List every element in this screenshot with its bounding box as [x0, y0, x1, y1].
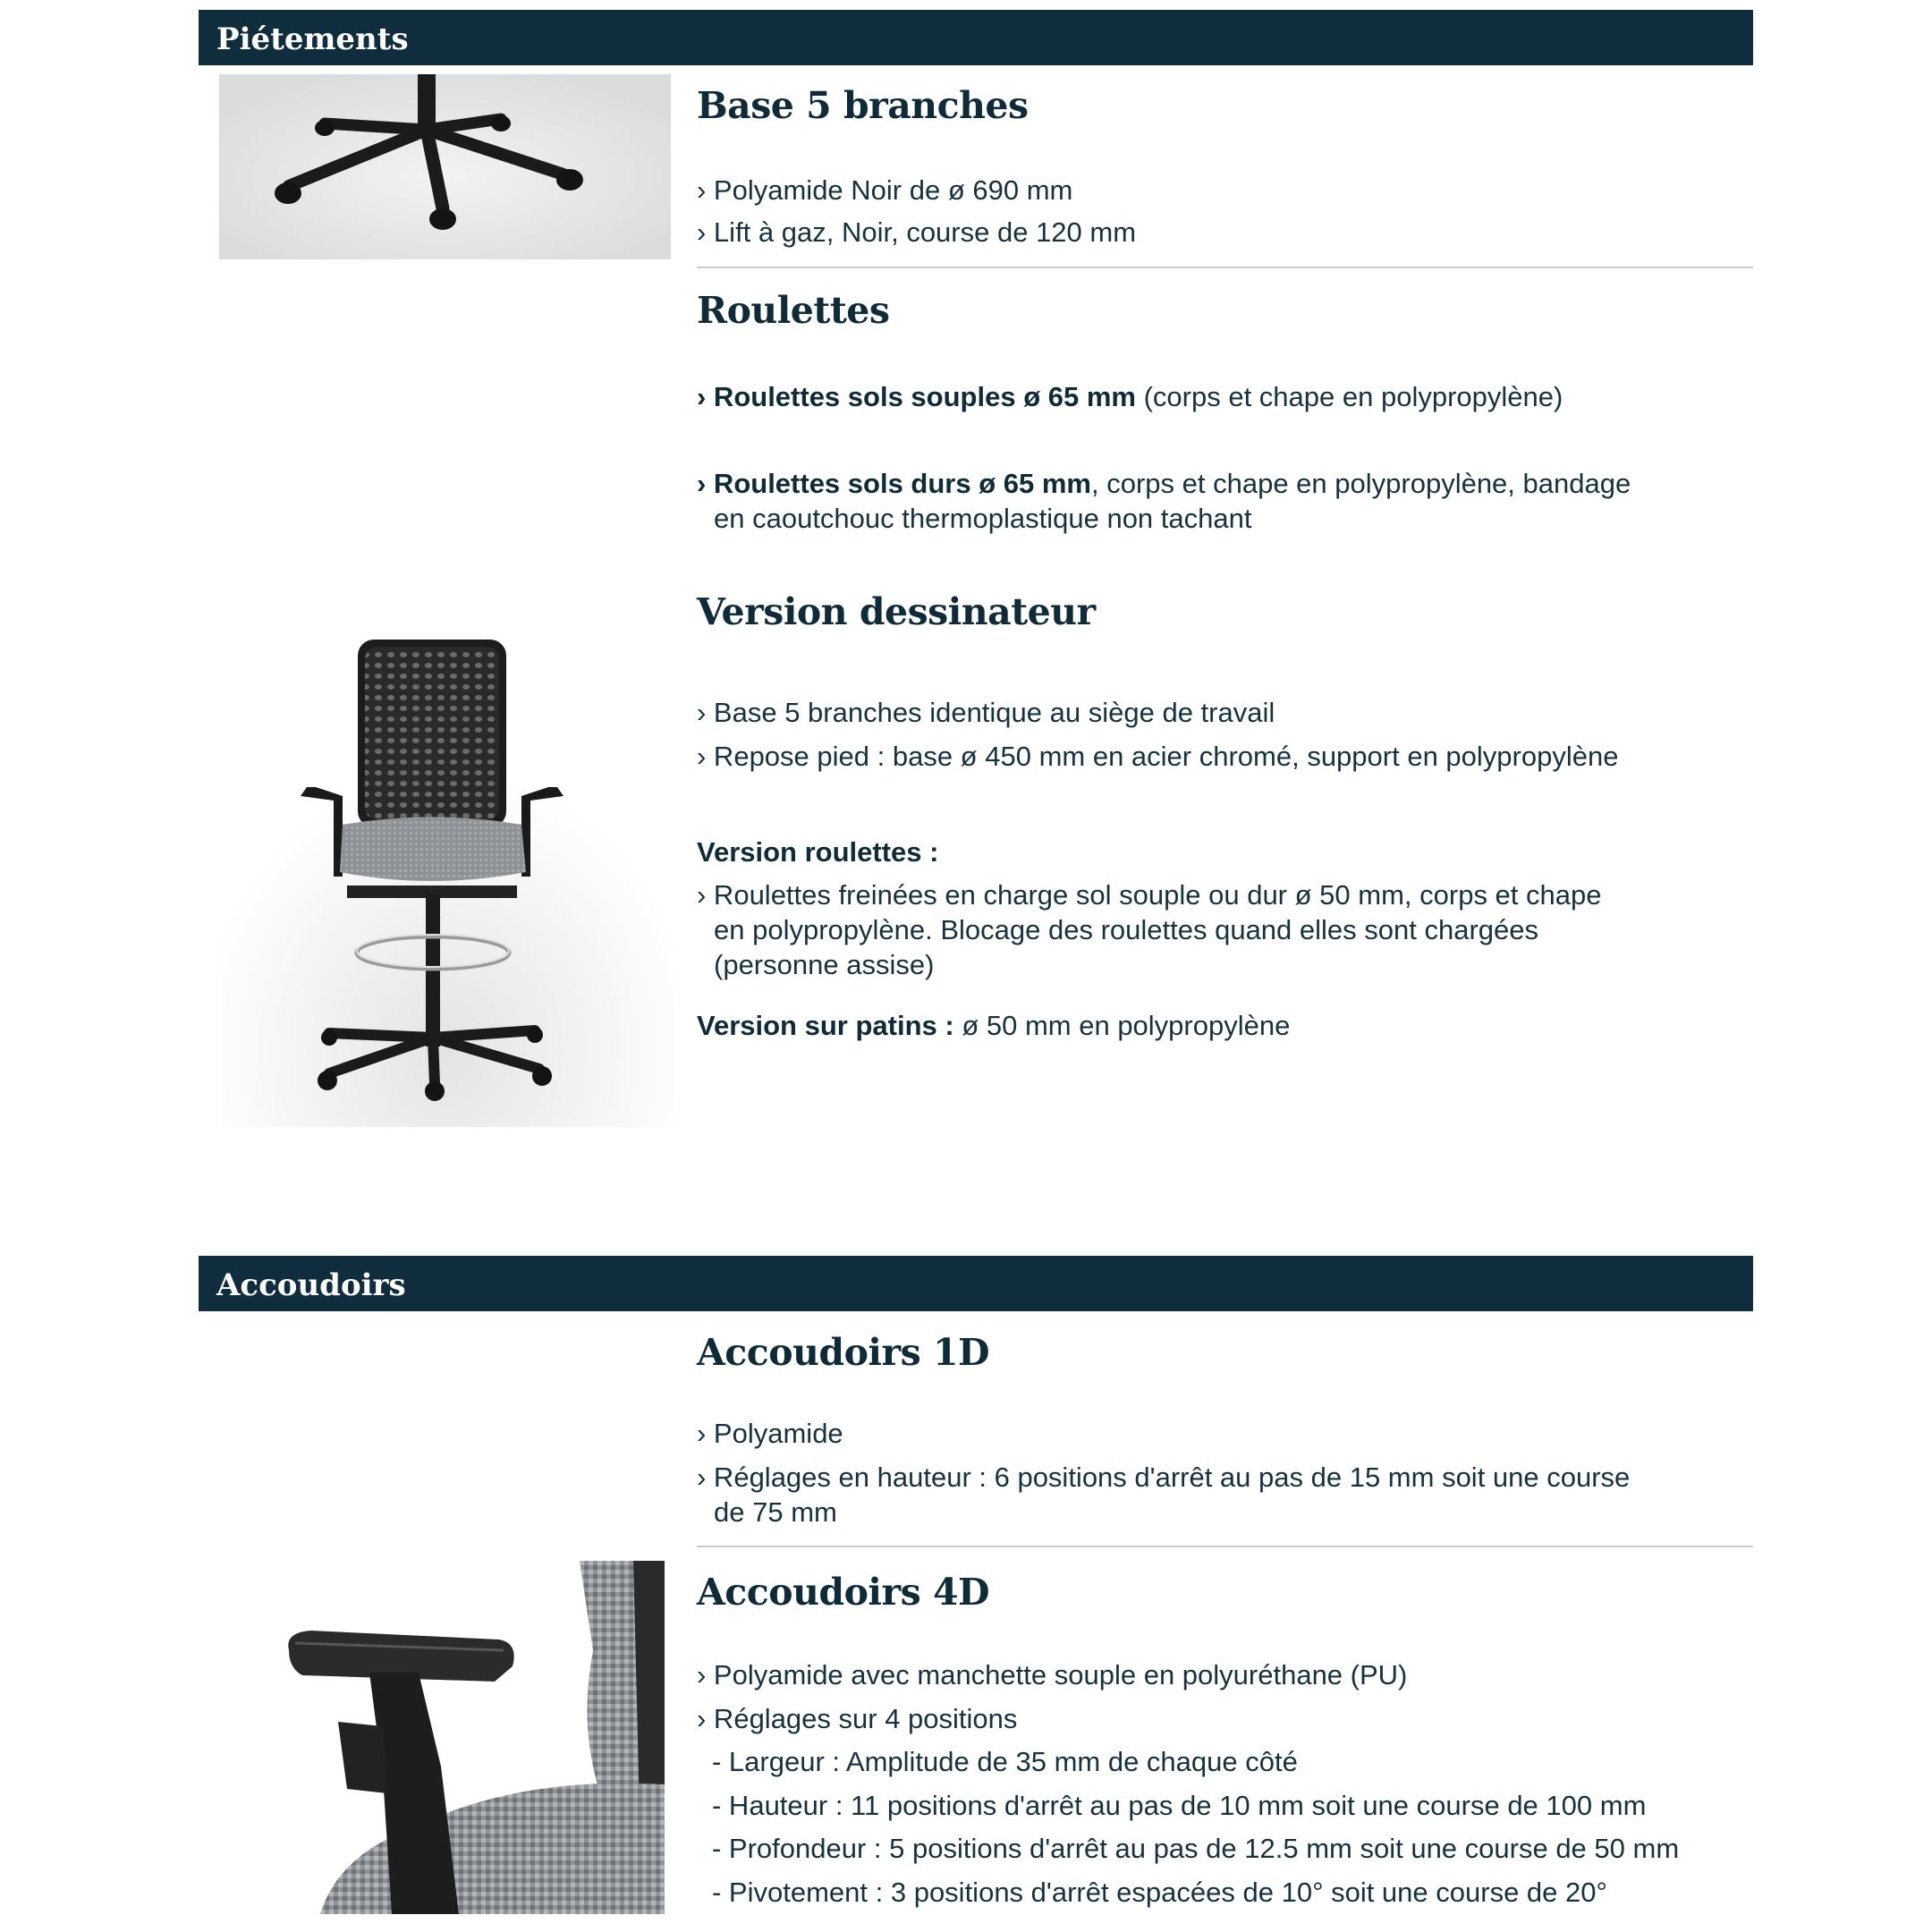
roulettes-item-2-bold: › Roulettes sols durs ø 65 mm: [697, 468, 1091, 499]
base-item-1: › Polyamide Noir de ø 690 mm: [697, 174, 1073, 206]
roulettes-item-2-line-2: en caoutchouc thermoplastique non tachant: [714, 503, 1252, 534]
a1d-item-1: › Polyamide: [697, 1418, 843, 1449]
version-patins: [697, 1008, 1290, 1043]
armrest-4d-photo: [284, 1561, 665, 1914]
base-item-2: › Lift à gaz, Noir, course de 120 mm: [697, 216, 1137, 248]
a1d-item-2-line-2: de 75 mm: [714, 1496, 837, 1528]
dessinateur-item-2: › Repose pied : base ø 450 mm en acier chromé, support en polypropylène: [697, 741, 1619, 772]
section-title: Piétements: [216, 21, 409, 57]
base-5-branches-photo: [219, 74, 671, 259]
a1d-item-2: › Réglages en hauteur : 6 positions d'arrêt au pas de 15 mm soit une course: [697, 1462, 1631, 1493]
section-header-pietements: [199, 10, 1753, 65]
divider: [697, 267, 1753, 268]
a4d-item-3: - Largeur : Amplitude de 35 mm de chaque côté: [712, 1746, 1298, 1777]
roulettes-item-1-text: (corps et chape en polypropylène): [1135, 381, 1563, 412]
heading-accoudoirs-4d: Accoudoirs 4D: [697, 1571, 990, 1614]
version-roulettes-label-text: Version roulettes :: [697, 836, 939, 868]
version-roulettes-line-2: en polypropylène. Blocage des roulettes quand elles sont chargées: [714, 914, 1539, 945]
heading-accoudoirs-1d: Accoudoirs 1D: [697, 1331, 990, 1374]
roulettes-item-2: [697, 466, 1631, 501]
roulettes-item-1-bold: › Roulettes sols souples ø 65 mm: [697, 381, 1136, 412]
version-roulettes-line-1: › Roulettes freinées en charge sol souple ou dur ø 50 mm, corps et chape: [697, 879, 1602, 911]
heading-base-5-branches: Base 5 branches: [697, 84, 1029, 127]
heading-roulettes: Roulettes: [697, 289, 890, 332]
version-roulettes-label: [697, 835, 938, 869]
section-title: Accoudoirs: [216, 1267, 406, 1303]
a4d-item-6: - Pivotement : 3 positions d'arrêt espacées de 10° soit une course de 20°: [712, 1877, 1607, 1908]
a4d-item-5: - Profondeur : 5 positions d'arrêt au pas de 12.5 mm soit une course de 50 mm: [712, 1833, 1680, 1864]
section-header-accoudoirs: [199, 1256, 1753, 1311]
roulettes-item-1: [697, 379, 1563, 414]
divider: [697, 1546, 1753, 1547]
heading-version-dessinateur: Version dessinateur: [697, 590, 1096, 633]
drafting-chair-photo: [222, 617, 674, 1127]
version-patins-label: Version sur patins :: [697, 1010, 954, 1041]
version-patins-text: ø 50 mm en polypropylène: [953, 1010, 1291, 1041]
dessinateur-item-1: › Base 5 branches identique au siège de travail: [697, 697, 1275, 728]
a4d-item-2: › Réglages sur 4 positions: [697, 1703, 1018, 1734]
version-roulettes-line-3: (personne assise): [714, 949, 935, 980]
a4d-item-4: - Hauteur : 11 positions d'arrêt au pas de 10 mm soit une course de 100 mm: [712, 1790, 1647, 1821]
roulettes-item-2-text: , corps et chape en polypropylène, bandage: [1091, 468, 1631, 499]
a4d-item-1: › Polyamide avec manchette souple en polyuréthane (PU): [697, 1659, 1408, 1690]
